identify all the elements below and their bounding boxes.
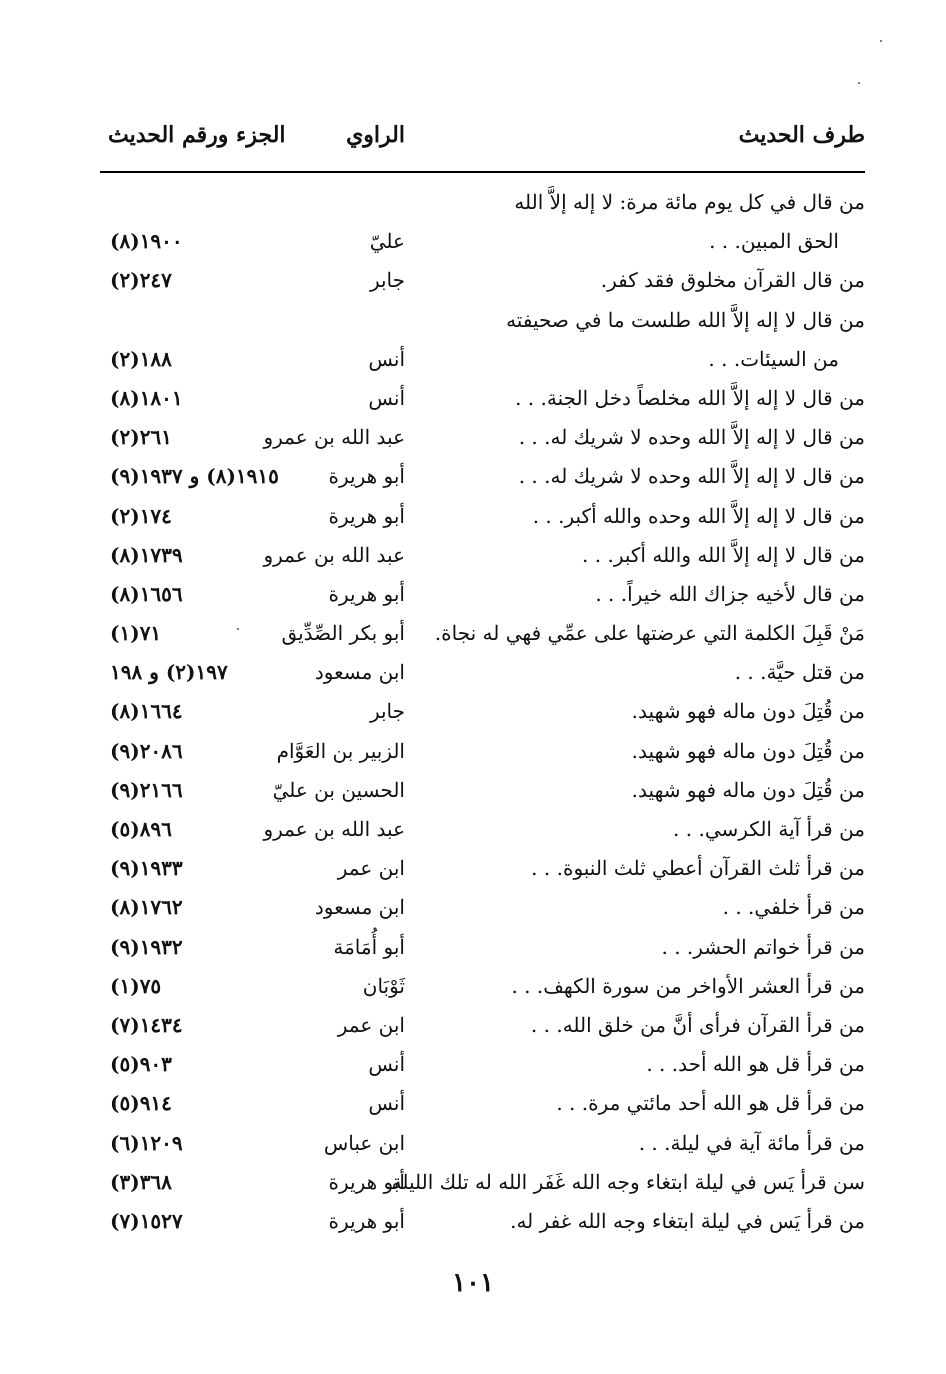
hadith-start-text: من قرأ العشر الأواخر من سورة الكهف. . . [511, 973, 865, 998]
hadith-start-text: من قرأ مائة آية في ليلة. . . [638, 1130, 865, 1155]
hadith-start-text: سن قرأ يَس في ليلة ابتغاء وجه الله غَفَر الله له تلك الليلة. [385, 1169, 865, 1194]
volume-hadith-ref: ١٧٤(٢) [110, 503, 172, 528]
hadith-start-text: من قُتِلَ دون ماله فهو شهيد. [631, 777, 865, 802]
table-row [100, 341, 865, 380]
volume-hadith-ref: ١٧٣٩(٨) [110, 542, 183, 567]
hadith-start-text: من قرأ قل هو الله أحد مائتي مرة. . . [556, 1091, 865, 1116]
hadith-start-text: من قال لأخيه جزاك الله خيراً. . . [595, 581, 865, 606]
volume-hadith-ref: ١٨٨(٢) [110, 346, 172, 371]
hadith-start-text: من قُتِلَ دون ماله فهو شهيد. [631, 738, 865, 763]
table-row [100, 811, 865, 850]
narrator-name: الزبير بن العَوَّام [276, 738, 405, 763]
table-row [100, 929, 865, 968]
volume-hadith-ref: ١٦٥٦(٨) [110, 581, 183, 606]
table-row [100, 693, 865, 732]
hadith-start-text: من قرأ ثلث القرآن أعطي ثلث النبوة. . . [531, 856, 865, 881]
volume-hadith-ref: ٩٠٣(٥) [110, 1052, 172, 1077]
table-row [100, 772, 865, 811]
narrator-name: أنس [368, 1052, 405, 1077]
narrator-name: جابر [369, 268, 405, 293]
volume-hadith-ref: ١٩٣٣(٩) [110, 856, 183, 881]
table-row [100, 302, 865, 341]
narrator-name: عليّ [369, 229, 405, 254]
hadith-start-text: من قرأ خواتم الحشر. . . [661, 934, 865, 959]
table-row [100, 1007, 865, 1046]
volume-hadith-ref: ٩١٤(٥) [110, 1091, 172, 1116]
volume-hadith-ref: ١٧٦٢(٨) [110, 895, 183, 920]
narrator-name: أبو هريرة [328, 464, 405, 489]
volume-hadith-ref: ٢٤٧(٢) [110, 268, 172, 293]
hadith-start-text: من قال لا إله إلاَّ الله والله أكبر. . . [582, 542, 865, 567]
narrator-name: ابن عباس [323, 1130, 405, 1155]
table-row [100, 654, 865, 693]
narrator-name: ابن عمر [337, 1012, 405, 1037]
narrator-name: جابر [369, 699, 405, 724]
volume-hadith-ref: ١٩١٥(٨) و ١٩٣٧(٩) [110, 464, 279, 489]
speck-dot [858, 82, 860, 84]
table-row [100, 1125, 865, 1164]
narrator-name: ثَوْبَان [362, 973, 405, 998]
table-row [100, 498, 865, 537]
page-number: ١٠١ [452, 1268, 494, 1298]
volume-hadith-ref: ٣٦٨(٣) [110, 1169, 172, 1194]
volume-hadith-ref: ١٩٠٠(٨) [110, 229, 183, 254]
hadith-start-text: من السيئات. . . [708, 346, 839, 371]
table-header [100, 122, 865, 162]
header-volume-number: الجزء ورقم الحديث [108, 122, 286, 148]
narrator-name: عبد الله بن عمرو [263, 542, 405, 567]
narrator-name: عبد الله بن عمرو [263, 817, 405, 841]
volume-hadith-ref: ١٢٠٩(٦) [110, 1130, 183, 1155]
hadith-start-text: الحق المبين. . . [709, 229, 839, 254]
narrator-name: ابن عمر [337, 856, 405, 881]
volume-hadith-ref: ١٩٣٢(٩) [110, 934, 183, 959]
volume-hadith-ref: ١٥٢٧(٧) [110, 1208, 183, 1233]
hadith-start-text: من قُتِلَ دون ماله فهو شهيد. [631, 699, 865, 724]
narrator-name: ابن مسعود [314, 660, 405, 685]
hadith-start-text: من قال لا إله إلاَّ الله مخلصاً دخل الجنة. . . [515, 385, 865, 410]
table-row [100, 850, 865, 889]
hadith-start-text: من قرأ يَس في ليلة ابتغاء وجه الله غفر له. [510, 1208, 865, 1233]
volume-hadith-ref: ١٤٣٤(٧) [110, 1012, 183, 1037]
narrator-name: أبو بكر الصِّدِّيق [281, 621, 405, 646]
hadith-start-text: من قتل حيَّة. . . [734, 660, 865, 685]
volume-hadith-ref: ٢٦١(٢) [110, 425, 172, 450]
narrator-name: أبو هريرة [328, 1208, 405, 1233]
volume-hadith-ref: ٢١٦٦(٩) [110, 777, 183, 802]
volume-hadith-ref: ١٩٧(٢) و ١٩٨ [110, 660, 228, 685]
narrator-name: أبو هريرة [328, 1169, 405, 1194]
table-row [100, 1046, 865, 1085]
table-row [100, 223, 865, 262]
narrator-name: أبو هريرة [328, 581, 405, 606]
hadith-start-text: من قال لا إله إلاَّ الله طلست ما في صحيفته [506, 307, 865, 332]
narrator-name: أنس [368, 346, 405, 371]
table-row [100, 615, 865, 654]
table-row [100, 419, 865, 458]
speck-dot [880, 40, 882, 42]
volume-hadith-ref: ٧٥(١) [110, 973, 162, 998]
narrator-name: ابن مسعود [314, 895, 405, 920]
hadith-start-text: من قرأ خلفي. . . [722, 895, 865, 920]
table-row [100, 458, 865, 497]
hadith-start-text: من قرأ آية الكرسي. . . [673, 817, 865, 841]
table-row [100, 1203, 865, 1242]
table-row [100, 184, 865, 223]
table-row [100, 576, 865, 615]
header-rule [100, 171, 865, 173]
narrator-name: عبد الله بن عمرو [263, 425, 405, 450]
narrator-name: أنس [368, 385, 405, 410]
table-row [100, 1085, 865, 1124]
hadith-start-text: مَنْ قَبِلَ الكلمة التي عرضتها على عمِّي فهي له نجاة. [434, 621, 865, 646]
volume-hadith-ref: ١٦٦٤(٨) [110, 699, 183, 724]
hadith-start-text: من قال لا إله إلاَّ الله وحده لا شريك له. . . [518, 464, 865, 489]
volume-hadith-ref: ٧١(١) [110, 621, 162, 646]
volume-hadith-ref: ٨٩٦(٥) [110, 817, 172, 841]
table-row [100, 968, 865, 1007]
volume-hadith-ref: ٢٠٨٦(٩) [110, 738, 183, 763]
hadith-start-text: من قرأ القرآن فرأى أنَّ من خلق الله. . . [530, 1012, 865, 1037]
hadith-start-text: من قرأ قل هو الله أحد. . . [646, 1052, 865, 1077]
narrator-name: أبو هريرة [328, 503, 405, 528]
table-row [100, 537, 865, 576]
narrator-name: الحسين بن عليّ [272, 777, 405, 802]
narrator-name: أبو أُمَامَة [333, 934, 405, 959]
hadith-start-text: من قال القرآن مخلوق فقد كفر. [600, 268, 865, 293]
header-hadith-start: طرف الحديث [738, 122, 865, 148]
volume-hadith-ref: ١٨٠١(٨) [110, 385, 183, 410]
narrator-name: أنس [368, 1091, 405, 1116]
table-row [100, 380, 865, 419]
hadith-index-table [100, 184, 865, 1242]
hadith-start-text: من قال لا إله إلاَّ الله وحده لا شريك له. . . [518, 425, 865, 450]
header-narrator: الراوي [346, 122, 405, 148]
hadith-start-text: من قال لا إله إلاَّ الله وحده والله أكبر. . . [532, 503, 865, 528]
table-row [100, 262, 865, 301]
table-row [100, 733, 865, 772]
table-row [100, 1164, 865, 1203]
hadith-start-text: من قال في كل يوم مائة مرة: لا إله إلاَّ الله [514, 190, 865, 214]
table-row [100, 889, 865, 928]
